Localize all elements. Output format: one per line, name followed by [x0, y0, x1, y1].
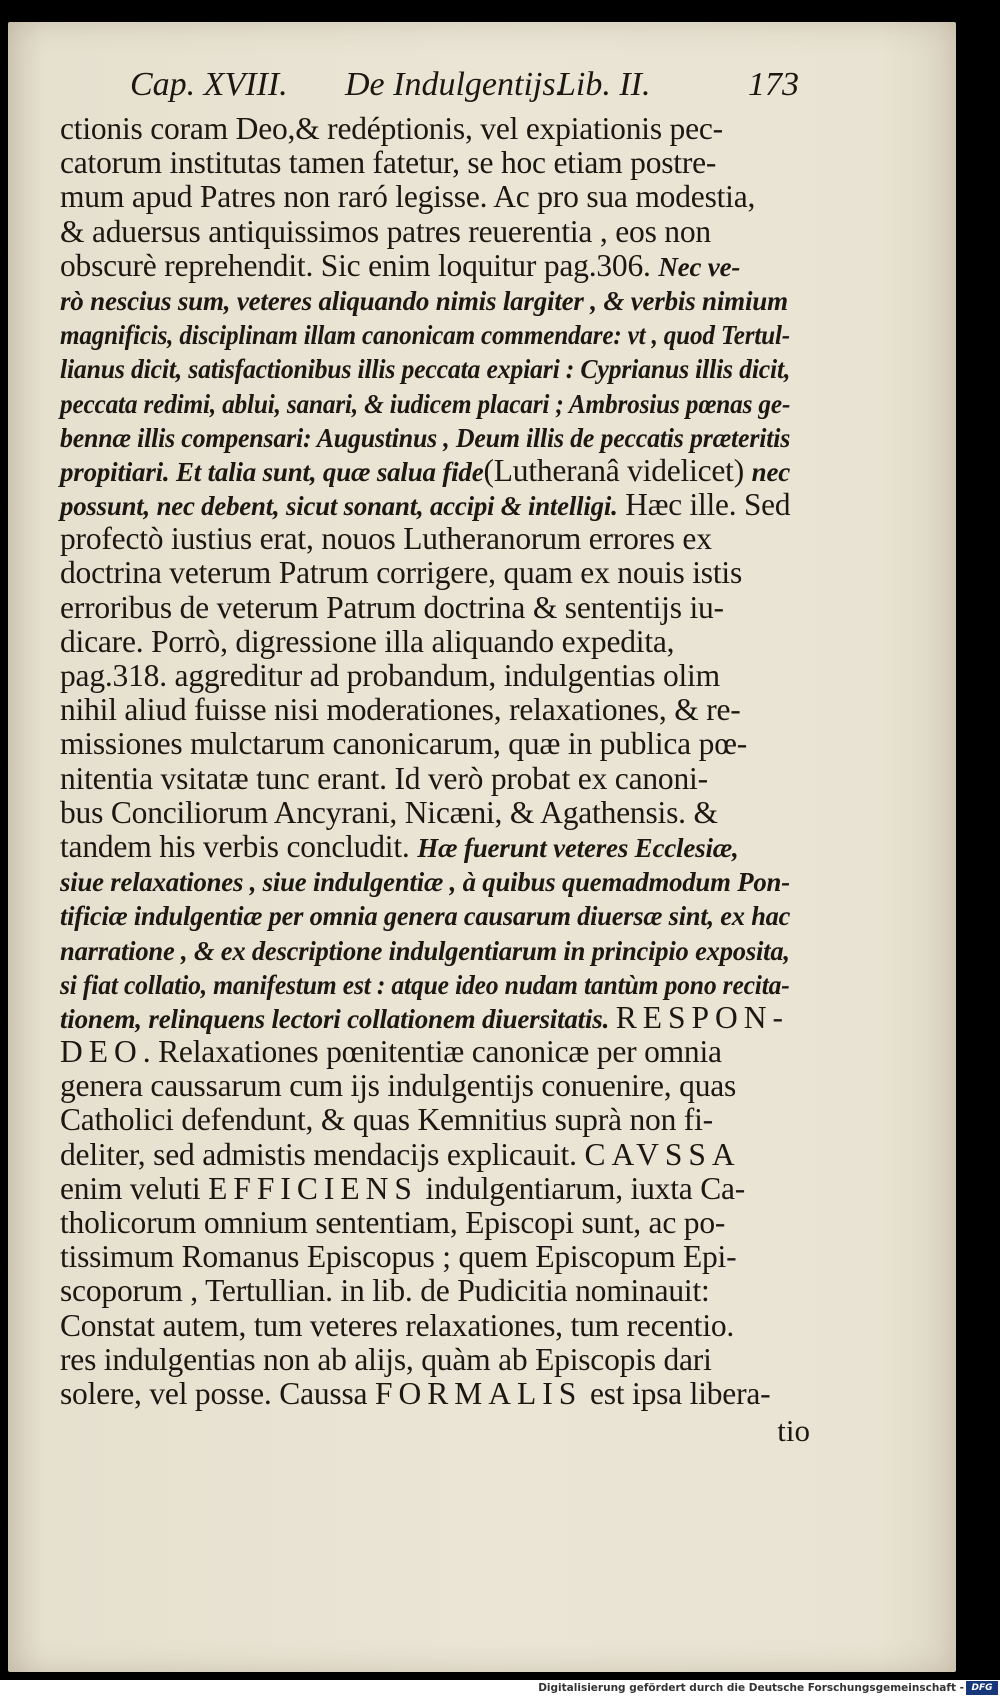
text-segment: catorum institutas tamen fatetur, se hoc etiam postre-	[60, 145, 717, 181]
text-line	[60, 215, 810, 249]
text-line	[60, 1138, 810, 1172]
text-segment: Hæc ille. Sed	[617, 487, 791, 523]
italic-quote-segment: propitiari. Et talia sunt, quæ salua fide	[60, 456, 484, 487]
text-segment: tandem his verbis concludit.	[60, 828, 418, 864]
running-header	[60, 62, 810, 112]
text-segment: scoporum , Tertullian. in lib. de Pudicitia nominauit:	[60, 1273, 710, 1309]
text-segment: dicare. Porrò, digressione illa aliquando expedita,	[60, 623, 675, 659]
text-line	[60, 1001, 810, 1035]
text-segment: genera caussarum cum ijs indulgentijs conuenire, quas	[60, 1068, 737, 1104]
footer-credit: Digitalisierung gefördert durch die Deutsche Forschungsgemeinschaft -	[538, 1682, 964, 1694]
text-line	[60, 1240, 810, 1274]
italic-quote-segment: rò nescius sum, veteres aliquando nimis largiter , & verbis nimium	[60, 285, 788, 316]
italic-quote-segment: possunt, nec debent, sicut sonant, accipi & intelligi.	[60, 491, 618, 522]
text-line	[60, 762, 810, 796]
text-line	[60, 249, 810, 283]
text-line	[60, 693, 810, 727]
dfg-logo: DFG	[966, 1681, 998, 1695]
text-line	[60, 933, 797, 967]
small-caps-segment: EFFICIENS	[208, 1170, 418, 1206]
text-segment: indulgentiarum, iuxta Ca-	[417, 1170, 746, 1206]
italic-quote-segment: peccata redimi, ablui, sanari, & iudicem placari ; Ambrosius pœnas ge-	[60, 388, 791, 419]
text-segment: nihil aliud fuisse nisi moderationes, relaxationes, & re-	[60, 692, 741, 728]
text-segment: missiones mulctarum canonicarum, quæ in publica pœ-	[60, 726, 748, 762]
body-text	[60, 112, 810, 1411]
small-caps-segment: RESPON-	[615, 999, 789, 1035]
text-line	[60, 488, 805, 522]
italic-quote-segment: narratione , & ex descriptione indulgentiarum in principio exposita,	[60, 935, 790, 966]
text-segment: solere, vel posse. Caussa	[60, 1375, 375, 1411]
text-segment: est ipsa libera-	[582, 1375, 771, 1411]
text-segment: enim veluti	[60, 1170, 209, 1206]
book-page	[8, 22, 956, 1672]
page-number: 173	[748, 66, 799, 103]
text-line	[60, 898, 793, 932]
text-segment: obscurè reprehendit. Sic enim loquitur pag.306.	[60, 247, 659, 283]
text-segment: . Relaxationes pœnitentiæ canonicæ per omnia	[142, 1034, 722, 1070]
italic-quote-segment: siue relaxationes , siue indulgentiæ , à quibus quemadmodum Pon-	[60, 867, 790, 898]
text-segment: deliter, sed admistis mendacijs explicauit.	[60, 1136, 585, 1172]
small-caps-segment: DEO	[60, 1034, 143, 1070]
text-line	[60, 317, 790, 351]
header-title: De Indulgentijs.	[345, 66, 565, 103]
small-caps-segment: CAVSSA	[584, 1136, 741, 1172]
text-line	[60, 625, 810, 659]
text-line	[60, 283, 810, 317]
italic-quote-segment: bennæ illis compensari: Augustinus , Deum illis de peccatis præteritis	[60, 422, 791, 453]
header-chapter: Cap. XVIII.	[130, 66, 288, 103]
text-line	[60, 659, 810, 693]
italic-quote-segment: si fiat collatio, manifestum est : atque ideo nudam tantùm pono recita-	[60, 969, 790, 1000]
catchword: tio	[777, 1413, 810, 1449]
italic-quote-segment: Hæ fuerunt veteres Ecclesiæ,	[417, 832, 739, 863]
text-segment: bus Conciliorum Ancyrani, Nicæni, & Agathensis. &	[60, 794, 718, 830]
text-line	[60, 727, 810, 761]
text-line	[60, 1377, 810, 1411]
italic-quote-segment: lianus dicit, satisfactionibus illis peccata expiari : Cyprianus illis dicit,	[60, 354, 791, 385]
text-line	[60, 1069, 810, 1103]
text-line	[60, 420, 791, 454]
italic-quote-segment: Nec ve-	[658, 251, 741, 282]
text-segment: mum apud Patres non raró legisse. Ac pro sua modestia,	[60, 179, 756, 215]
text-line	[60, 351, 791, 385]
small-caps-segment: FORMALIS	[374, 1375, 583, 1411]
page-content	[60, 62, 810, 1451]
text-line	[60, 830, 810, 864]
text-line	[60, 1274, 810, 1308]
text-segment: nitentia vsitatæ tunc erant. Id verò probat ex canoni-	[60, 760, 708, 796]
text-segment: pag.318. aggreditur ad probandum, indulgentias olim	[60, 658, 720, 693]
text-segment: tissimum Romanus Episcopus ; quem Episcopum Epi-	[60, 1239, 737, 1275]
text-segment: doctrina veterum Patrum corrigere, quam ex nouis istis	[60, 555, 743, 591]
text-line	[60, 112, 810, 146]
text-line	[60, 1343, 810, 1377]
text-line	[60, 796, 810, 830]
text-line	[60, 1172, 810, 1206]
text-line	[60, 146, 810, 180]
italic-quote-segment: tificiæ indulgentiæ per omnia genera causarum diuersæ sint, ex hac	[60, 901, 791, 932]
text-segment: erroribus de veterum Patrum doctrina & sententijs iu-	[60, 589, 724, 625]
text-line	[60, 522, 810, 556]
text-line	[60, 1206, 810, 1240]
text-line	[60, 864, 803, 898]
text-segment: (Lutheranâ videlicet)	[483, 452, 752, 488]
text-segment: Constat autem, tum veteres relaxationes, tum recentio.	[60, 1307, 735, 1343]
header-book: Lib. II.	[557, 66, 651, 103]
text-line	[60, 1035, 810, 1069]
text-line	[60, 967, 790, 1001]
italic-quote-segment: tionem, relinquens lectori collationem diuersitatis.	[60, 1003, 616, 1034]
digitization-footer	[0, 1680, 1000, 1697]
text-line	[60, 1103, 810, 1137]
italic-quote-segment: magnificis, disciplinam illam canonicam commendare: vt , quod Tertul-	[60, 320, 790, 351]
text-segment: & aduersus antiquissimos patres reuerentia , eos non	[60, 213, 711, 249]
text-segment: ctionis coram Deo,& redéptionis, vel expiationis pec-	[60, 111, 723, 146]
text-segment: tholicorum omnium sententiam, Episcopi sunt, ac po-	[60, 1205, 726, 1240]
text-segment: res indulgentias non ab alijs, quàm ab Episcopis dari	[60, 1341, 712, 1377]
text-line	[60, 386, 791, 420]
text-line	[60, 591, 810, 625]
text-segment: profectò iustius erat, nouos Lutheranorum errores ex	[60, 521, 712, 557]
text-line	[60, 556, 810, 590]
text-segment: Catholici defendunt, & quas Kemnitius suprà non fi-	[60, 1102, 713, 1138]
text-line	[60, 1309, 810, 1343]
italic-quote-segment: nec	[751, 456, 791, 487]
text-line	[60, 454, 809, 488]
text-line	[60, 180, 810, 214]
